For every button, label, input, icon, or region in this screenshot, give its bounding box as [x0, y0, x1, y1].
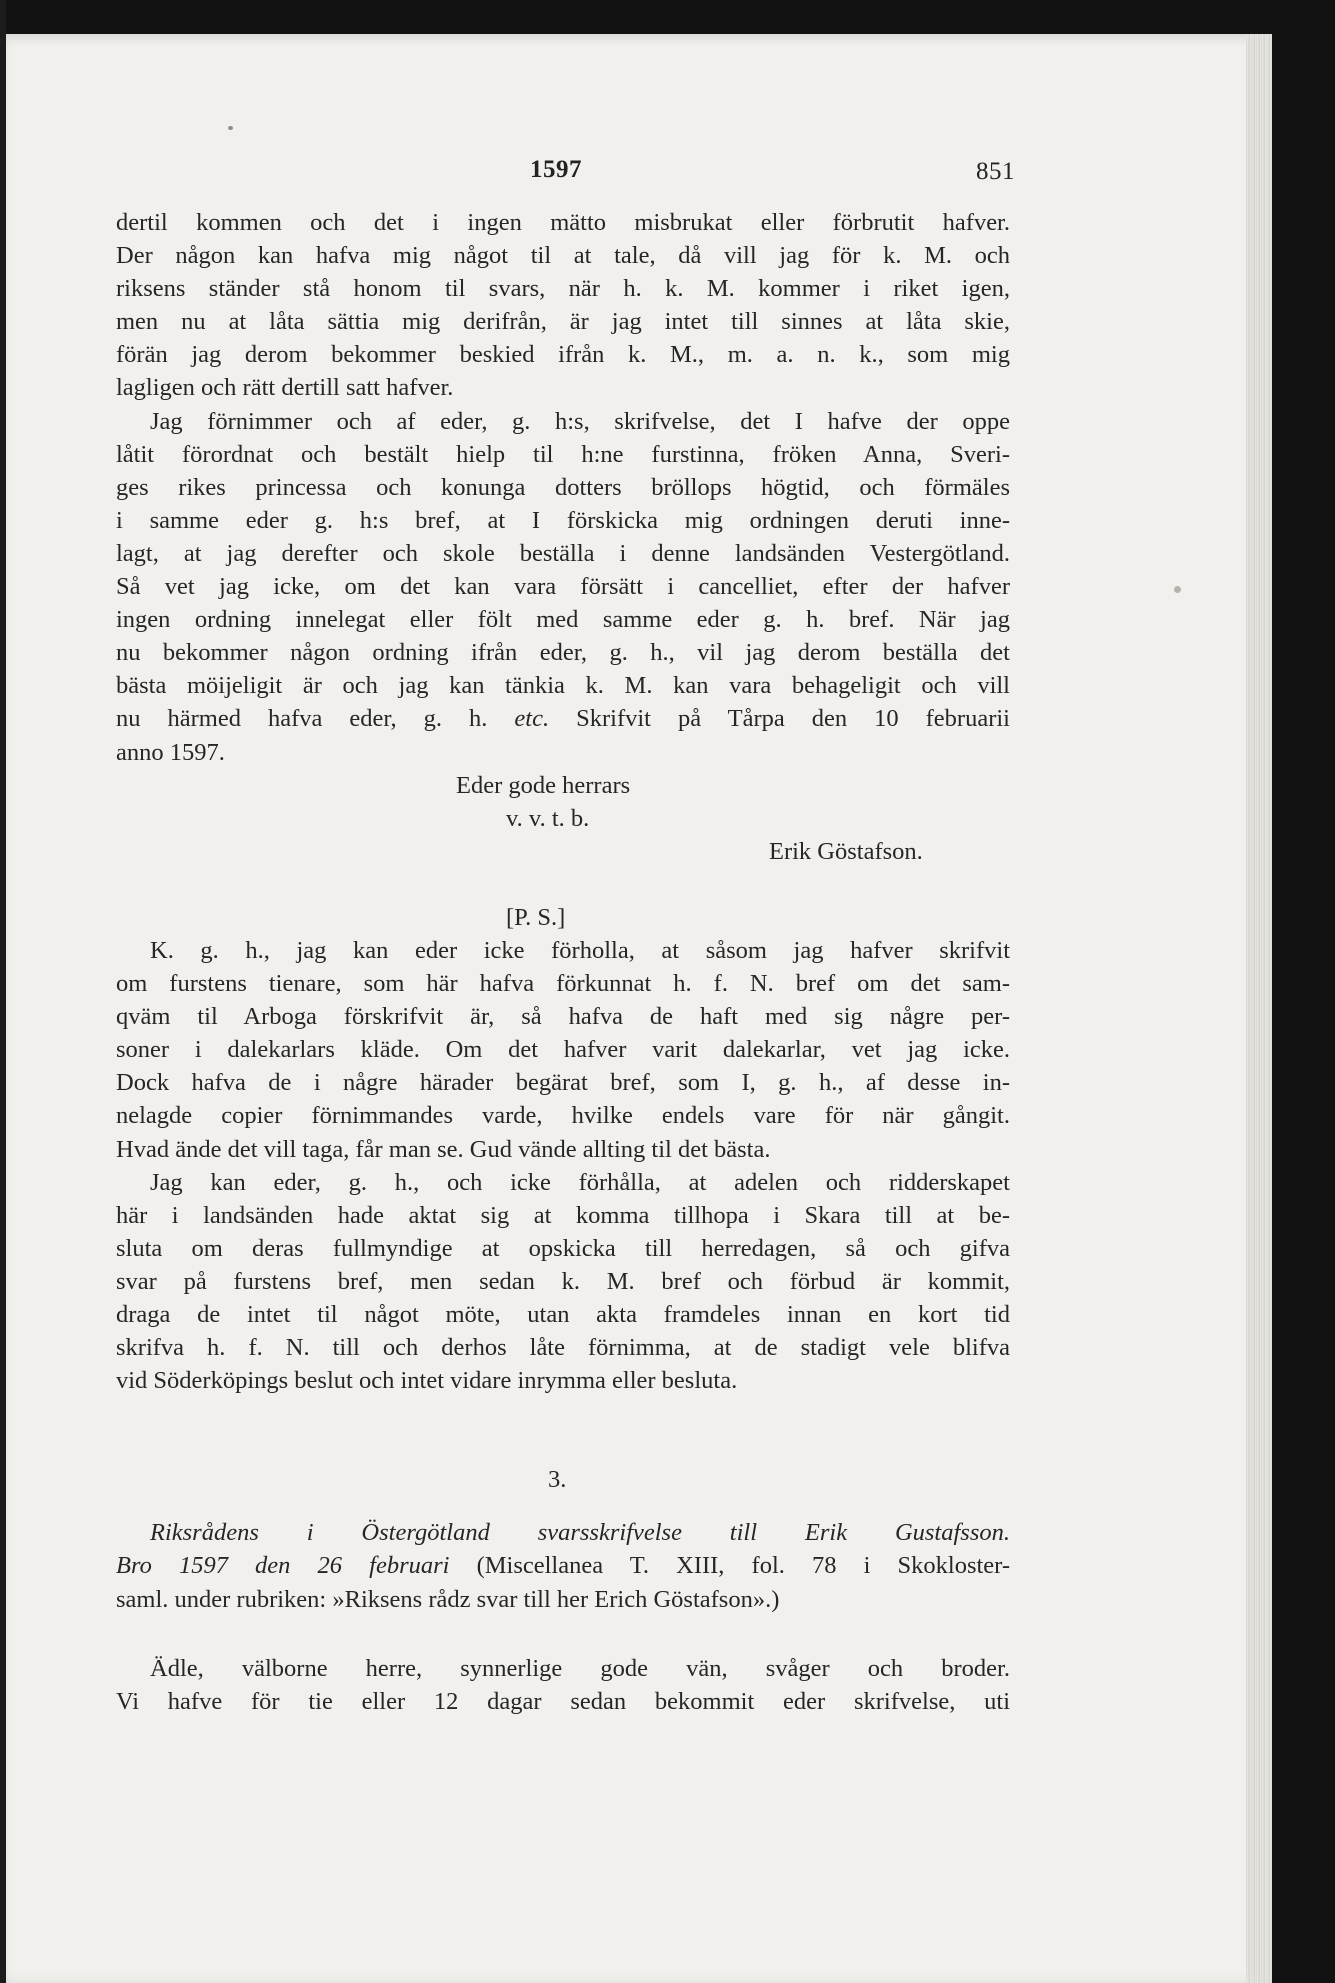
closing-abbreviation: v. v. t. b. [506, 804, 590, 832]
text-line: lagligen och rätt dertill satt hafver. [116, 374, 454, 402]
heading-line: saml. under rubriken: »Riksens rådz svar till her Erich Göstafson».) [116, 1585, 780, 1613]
text-line: bästa möijeligit är och jag kan tänkia k. M. kan vara behageligit och vill [116, 672, 1010, 700]
text-line: dertil kommen och det i ingen mätto misbrukat eller förbrutit hafver. [116, 209, 1010, 236]
spacer [116, 1616, 1010, 1652]
signature: Erik Göstafson. [769, 837, 923, 865]
text-line: ges rikes princessa och konunga dotters bröllops högtid, och förmäles [116, 473, 1010, 501]
ink-speck [1174, 586, 1181, 593]
postscript-paragraph [116, 1166, 1010, 1398]
text-line: Der någon kan hafva mig något til at tale, då vill jag för k. M. och [116, 242, 1010, 270]
text-line: här i landsänden hade aktat sig at komma tillhopa i Skara till at be- [116, 1201, 1010, 1229]
text-line: svar på furstens bref, men sedan k. M. bref och förbud är kommit, [116, 1267, 1010, 1295]
text-line: Så vet jag icke, om det kan vara försätt i cancelliet, efter der hafver [116, 573, 1010, 601]
seal-note: [P. S.] [506, 903, 566, 931]
text-line: nu bekommer någon ordning ifrån eder, g. h., vil jag derom beställa det [116, 639, 1010, 667]
text-fragment: Skrifvit på Tårpa den 10 februarii [549, 705, 1010, 733]
letter-paragraph [116, 206, 1010, 405]
text-line: qväm til Arboga förskrifvit är, så hafva de haft med sig någre per- [116, 1003, 1010, 1031]
text-line: men nu at låta sättia mig derifrån, är jag intet till sinnes at låta skie, [116, 308, 1010, 336]
running-header [110, 156, 1015, 192]
ink-speck [228, 126, 233, 130]
text-line: Jag kan eder, g. h., och icke förhålla, at adelen och ridderskapet [150, 1168, 1010, 1196]
text-line: skrifva h. f. N. till och derhos låte förnimma, at de stadigt vele blifva [116, 1334, 1010, 1362]
document-heading [116, 1516, 1010, 1615]
text-line: draga de intet til något möte, utan akta framdeles innan en kort tid [116, 1301, 1010, 1328]
text-line: Ädle, välborne herre, synnerlige gode vän, svåger och broder. [150, 1654, 1010, 1682]
page-fore-edge [1246, 34, 1272, 1983]
text-line: K. g. h., jag kan eder icke förholla, at såsom jag hafver skrifvit [150, 936, 1010, 964]
closing-salutation: Eder gode herrars [456, 771, 631, 799]
text-line: lagt, at jag derefter och skole beställa i denne landsänden Vestergötland. [116, 539, 1010, 567]
text-line: förän jag derom bekommer beskied ifrån k. M., m. a. n. k., som mig [116, 341, 1010, 369]
letter-paragraph [116, 405, 1010, 769]
text-line: ingen ordning innelegat eller fölt med samme eder g. h. bref. När jag [116, 606, 1010, 634]
heading-source: (Miscellanea T. XIII, fol. 78 i Skokloster- [449, 1552, 1010, 1580]
text-line: Hvad ände det vill taga, får man se. Gud vände allting til det bästa. [116, 1135, 771, 1163]
document-number: 3. [548, 1466, 567, 1494]
heading-line [116, 1516, 1010, 1549]
heading-title: Riksrådens i Östergötland svarsskrifvelse till Erik Gustafsson. [150, 1519, 1010, 1547]
header-year: 1597 [530, 156, 582, 183]
page-number: 851 [976, 158, 1015, 185]
text-line: riksens ständer stå honom til svars, när h. k. M. kommer i riket igen, [116, 275, 1010, 303]
scan-right-border [1272, 0, 1335, 1983]
heading-date: Bro 1597 den 26 februari [116, 1552, 450, 1580]
text-line: anno 1597. [116, 738, 225, 766]
text-line: vid Söderköpings beslut och intet vidare inrymma eller besluta. [116, 1367, 738, 1395]
text-line: Vi hafve för tie eller 12 dagar sedan bekommit eder skrifvelse, uti [116, 1687, 1010, 1715]
text-fragment: nu härmed hafva eder, g. h. [116, 705, 515, 733]
text-line: i samme eder g. h:s bref, at I förskicka mig ordningen deruti inne- [116, 506, 1010, 534]
etc-abbreviation: etc. [514, 705, 550, 733]
document-body [116, 1652, 1010, 1718]
text-line: om furstens tienare, som här hafva förkunnat h. f. N. bref om det sam- [116, 970, 1010, 998]
text-line: Dock hafva de i någre härader begärat bref, som I, g. h., af desse in- [116, 1069, 1010, 1097]
text-line [116, 702, 1010, 735]
scan-top-border [0, 0, 1335, 34]
text-line: nelagde copier förnimmandes varde, hvilke endels vare för när gångit. [116, 1102, 1010, 1130]
text-line: låtit förordnat och bestält hielp til h:ne furstinna, fröken Anna, Sveri- [116, 440, 1010, 468]
text-line: soner i dalekarlars kläde. Om det hafver varit dalekarlar, vet jag icke. [116, 1036, 1010, 1064]
heading-line [116, 1549, 1010, 1582]
page-body-text [116, 206, 1010, 1718]
text-line: Jag förnimmer och af eder, g. h:s, skrifvelse, det I hafve der oppe [150, 407, 1010, 435]
text-line: sluta om deras fullmyndige at opskicka till herredagen, så och gifva [116, 1234, 1010, 1262]
postscript-paragraph [116, 934, 1010, 1166]
